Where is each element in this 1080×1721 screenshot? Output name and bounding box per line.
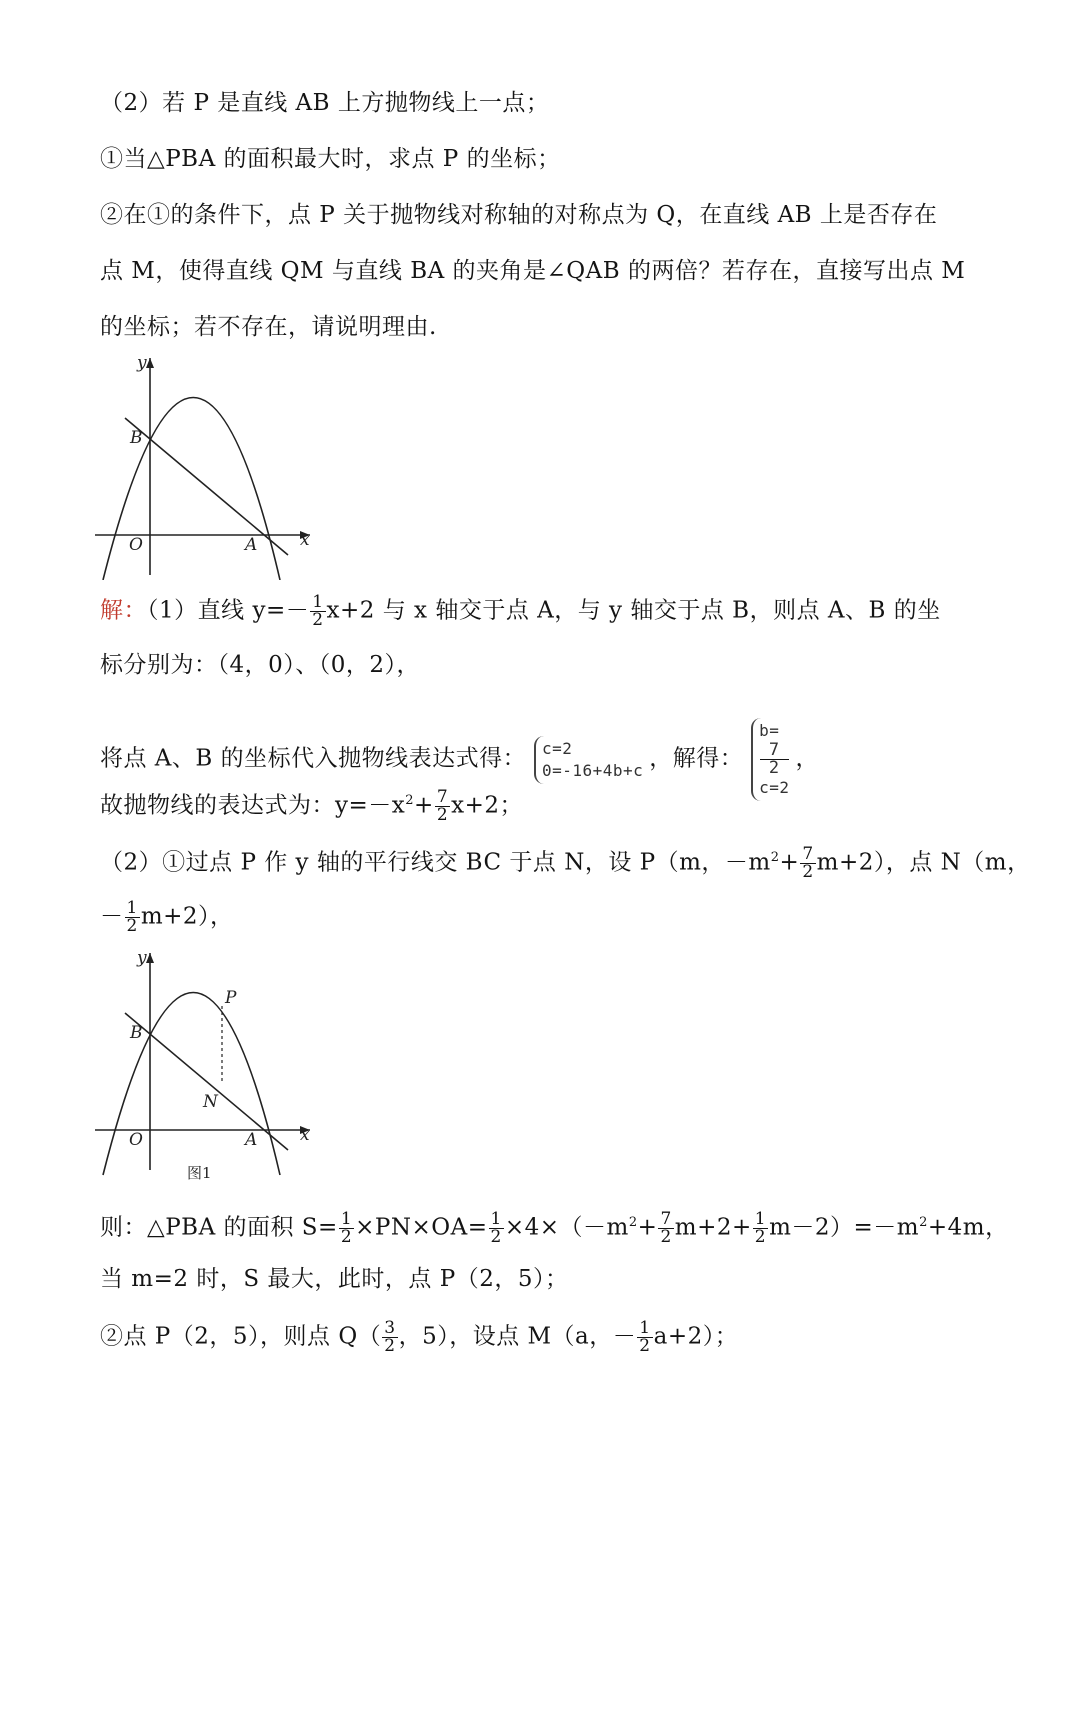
fraction-7-2 [760,742,788,777]
frac-num: 1 [754,1209,767,1230]
frac-num: 7 [660,1209,672,1230]
question-2-line-1: ②在①的条件下，点 P 关于抛物线对称轴的对称点为 Q，在直线 AB 上是否存在 [100,202,938,228]
solution-line-7 [100,1208,1009,1246]
figure-svg-bottom [95,945,335,1220]
fraction-7-2 [800,846,815,881]
origin-label: O [129,1130,143,1150]
s6-a: － [100,903,124,930]
square-exponent: 2 [628,1215,638,1230]
s6-b: m+2）， [140,903,234,930]
figure-parabola-bottom [95,945,335,1224]
s9-b: ，5），设点 M（a，－ [398,1323,637,1350]
s3-a: 将点 A、B 的坐标代入抛物线表达式得： [100,745,527,772]
sys-eq-3 [759,720,789,777]
point-b-label: B [130,1023,143,1043]
y-label: y [137,948,147,968]
equation-system-2 [751,718,795,801]
figure-caption: 图1 [187,1164,212,1182]
question-2-line-2: 点 M，使得直线 QM 与直线 BA 的夹角是∠QAB 的两倍？若存在，直接写出点 M [100,258,966,284]
part2-intro: （2）若 P 是直线 AB 上方抛物线上一点； [100,90,550,116]
square-exponent: 2 [405,793,415,808]
frac-num: 7 [802,844,814,865]
frac-num: 1 [126,898,138,918]
fraction-7-2 [435,789,450,824]
frac-num: 7 [760,742,788,760]
equation-system-1 [534,736,649,784]
x-label: x [300,1125,310,1145]
x-label: x [300,530,310,550]
solution-line-4 [100,786,523,824]
s5-b: + [779,849,800,876]
frac-num: 1 [490,1209,502,1230]
frac-den: 2 [660,1227,672,1248]
s5-c: m+2），点 N（m， [816,849,1031,876]
s7-f: m－2）=－m [769,1214,920,1241]
s7-e: m+2+ [674,1214,752,1241]
fraction-1-2 [339,1211,354,1246]
question-2-line-3: 的坐标；若不存在，请说明理由. [100,314,437,340]
s4-b: + [414,792,434,819]
frac-den: 2 [126,916,138,936]
fraction-1-2 [310,594,325,629]
point-p-label: P [225,988,237,1008]
fraction-3-2 [382,1320,397,1355]
s4-a: 故抛物线的表达式为：y=－x [100,792,406,819]
frac-den: 2 [384,1336,396,1356]
solution-line-2: 标分别为：（4，0）、（0，2）， [100,652,421,678]
fraction-1-2 [637,1320,652,1355]
solution-line-5 [100,843,1031,881]
solution-marker: 解： [100,597,147,624]
s3-b: ，解得： [649,745,744,772]
origin-label: O [129,535,143,555]
frac-num: 1 [340,1209,353,1230]
solution-line-1 [100,594,941,629]
solution-line-9 [100,1320,738,1355]
y-axis-arrow-icon [146,953,154,963]
s1-b: x+2 与 x 轴交于点 A，与 y 轴交于点 B，则点 A、B 的坐 [326,597,941,624]
frac-den: 2 [802,862,814,883]
frac-num: 1 [639,1318,651,1338]
frac-num: 7 [436,787,449,808]
square-exponent: 2 [770,850,780,865]
figure-parabola-top [95,350,335,584]
s7-d: + [637,1214,658,1241]
s1-a: （1）直线 y=－ [147,597,310,624]
fraction-1-2 [125,900,140,935]
frac-den: 2 [490,1227,502,1248]
question-1: ①当△PBA 的面积最大时，求点 P 的坐标； [100,146,561,172]
sys-eq-3-text: b= [759,721,780,740]
s9-a: ②点 P（2，5），则点 Q（ [100,1323,382,1350]
frac-den: 2 [768,758,780,778]
point-b-label: B [130,428,143,448]
frac-den: 2 [754,1227,767,1248]
s7-a: 则：△PBA 的面积 S= [100,1214,338,1241]
solution-line-8: 当 m=2 时，S 最大，此时，点 P（2，5）； [100,1266,569,1292]
fraction-7-2 [658,1211,673,1246]
frac-den: 2 [312,610,324,630]
point-a-label: A [245,1130,258,1150]
fraction-1-2 [753,1211,768,1246]
s7-g: +4m， [927,1214,1009,1241]
y-label: y [137,353,147,373]
sys-eq-4: c=2 [759,778,790,797]
s7-c: ×4×（－m [504,1214,629,1241]
y-axis-arrow-icon [146,358,154,368]
s7-b: ×PN×OA= [355,1214,488,1241]
square-exponent: 2 [919,1215,928,1230]
s5-a: （2）①过点 P 作 y 轴的平行线交 BC 于点 N，设 P（m，－m [100,849,771,876]
frac-den: 2 [340,1227,353,1248]
fraction-1-2 [489,1211,504,1246]
frac-num: 3 [384,1318,396,1338]
figure-svg-top [95,350,335,580]
frac-num: 1 [312,592,324,612]
s3-c: ， [795,745,819,772]
frac-den: 2 [436,805,449,826]
s4-c: x+2； [451,792,524,819]
sys-eq-1: c=2 [541,738,573,758]
frac-den: 2 [639,1336,651,1356]
point-n-label: N [203,1092,218,1112]
s9-c: a+2）； [653,1323,739,1350]
sys-eq-2: 0=-16+4b+c [541,760,644,780]
point-a-label: A [245,535,258,555]
solution-line-6 [100,900,234,935]
